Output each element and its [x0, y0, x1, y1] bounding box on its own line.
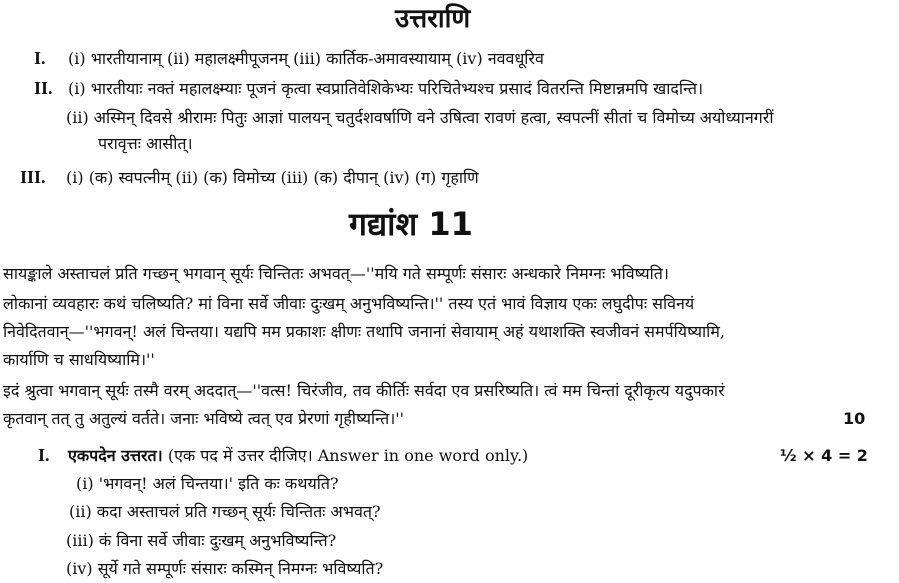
answer-number-2: II.	[34, 78, 53, 98]
exercise-score: ½ × 4 = 2	[780, 446, 868, 465]
passage-heading: गद्यांश 11	[349, 205, 473, 243]
answer-text-1: (i) भारतीयानाम् (ii) महालक्ष्मीपूजनम् (iii) कार्तिक-अमावस्यायाम् (iv) नववधूरिव	[68, 49, 544, 68]
exercise-instruction: (एक पद में उत्तर दीजिए। Answer in one word only.)	[167, 446, 529, 465]
answer-row-2	[34, 78, 703, 99]
passage-line: कृतवान् तत् तु अतुल्यं वर्तते। जनाः भविष्ये त्वत् एव प्रेरणां गृहीष्यन्ति।''	[3, 409, 405, 428]
question-item: (ii) कदा अस्ताचलं प्रति गच्छन् सूर्यः चिन्तितः अभवत्?	[69, 502, 381, 521]
passage-line: इदं श्रुत्वा भगवान् सूर्यः तस्मै वरम् अददात्—''वत्स! चिरंजीव, तव कीर्तिः सर्वदा एव प्रसरिष्यति। त्वं मम चिन्तां दूरीकृत्य यदुपकारं	[3, 381, 725, 400]
passage-line: कार्याणि च साधयिष्यामि।''	[3, 350, 155, 369]
answer-row-1	[34, 48, 544, 69]
answer-text-2b: (ii) अस्मिन् दिवसे श्रीरामः पितुः आज्ञां पालयन् चतुर्दशवर्षाणि वने उषित्वा रावणं हत्वा, स्वपत्नीं सीतां च विमोच्य अयोध्यानगरीं	[66, 108, 774, 127]
passage-line: निवेदितवान्—''भगवन्! अलं चिन्तया। यद्यपि मम प्रकाशः क्षीणः तथापि जनानां सेवायाम् अहं यथाशक्ति स्वजीवनं समर्पयिष्यामि,	[3, 322, 725, 341]
answer-number-3: III.	[20, 167, 46, 187]
passage-line: सायङ्काले अस्ताचलं प्रति गच्छन् भगवान् सूर्यः चिन्तितः अभवत्—''मयि गते सम्पूर्णः संसारः अन्धकारे निमग्नः भविष्यति।	[3, 264, 669, 283]
answer-text-3: (i) (क) स्वपत्नीम् (ii) (क) विमोच्य (iii) (क) दीपान् (iv) (ग) गृहाणि	[66, 168, 479, 187]
exercise-header	[38, 445, 528, 466]
answer-text-2c: परावृत्तः आसीत्।	[98, 134, 193, 153]
question-item: (iii) कं विना सर्वे जीवाः दुःखम् अनुभविष्यन्ति?	[66, 531, 337, 550]
answer-row-3	[20, 167, 479, 188]
answer-number-1: I.	[34, 48, 46, 68]
exercise-number: I.	[38, 445, 50, 465]
exercise-title: एकपदेन उत्तरत।	[68, 446, 163, 465]
passage-line: लोकानां व्यवहारः कथं चलिष्यति? मां विना सर्वे जीवाः दुःखम् अनुभविष्यन्ति।'' तस्य एतं भावं विज्ञाय एकः लघुदीपः सविनयं	[3, 294, 695, 313]
question-item: (i) 'भगवन्! अलं चिन्तया।' इति कः कथयति?	[76, 474, 339, 493]
passage-marks: 10	[843, 409, 866, 428]
answers-heading: उत्तराणि	[395, 4, 471, 34]
question-item: (iv) सूर्ये गते सम्पूर्णः संसारः कस्मिन् निमग्नः भविष्यति?	[66, 559, 384, 578]
answer-text-2a: (i) भारतीयाः नक्तं महालक्ष्म्याः पूजनं कृत्वा स्वप्रातिवेशिकेभ्यः परिचितेभ्यश्च प्रसादं वितरन्ति मिष्टान्नमपि खादन्ति।	[68, 79, 704, 98]
